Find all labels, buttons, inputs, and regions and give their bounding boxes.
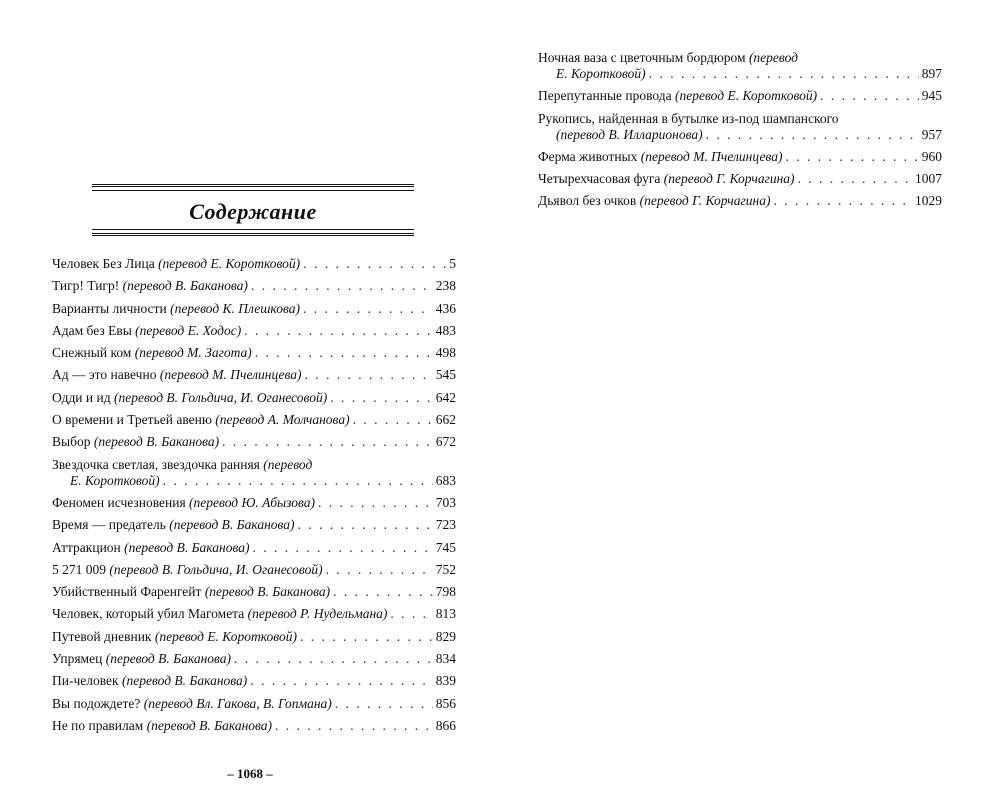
dot-leader (298, 517, 433, 533)
entry-title: Выбор (52, 434, 91, 450)
entry-page-number: 834 (435, 651, 456, 667)
toc-entry (52, 390, 456, 406)
entry-title: Одди и ид (52, 389, 111, 405)
entry-text (52, 562, 323, 578)
entry-title: Вы подождете? (52, 695, 141, 711)
entry-title: Упрямец (52, 651, 103, 667)
entry-title: Аттракцион (52, 539, 121, 555)
page-number-footer: – 1068 – (227, 766, 273, 781)
dot-leader (251, 278, 433, 294)
entry-page-number: 798 (435, 584, 456, 600)
dot-leader (326, 562, 433, 578)
toc-entry (52, 651, 456, 667)
dot-leader (318, 495, 433, 511)
entry-translator: (перевод Е. Коротковой) (154, 628, 297, 644)
entry-page-number: 866 (435, 717, 456, 733)
entry-text (52, 696, 332, 712)
dot-leader (163, 473, 433, 489)
entry-title: О времени и Третьей авеню (52, 412, 212, 428)
heading-rule-bottom (92, 229, 414, 230)
toc-entry-line (52, 606, 456, 622)
toc-entry-line (538, 149, 942, 165)
entry-page-number: 945 (921, 88, 942, 104)
entry-text (52, 606, 387, 622)
toc-entry (538, 88, 942, 104)
toc-entry (52, 696, 456, 712)
entry-title: Дьявол без очков (538, 193, 637, 209)
dot-leader (333, 584, 433, 600)
dot-leader (798, 171, 912, 187)
entry-translator: (перевод К. Плешкова) (170, 300, 300, 316)
toc-list-right (538, 50, 942, 216)
dot-leader (820, 88, 919, 104)
toc-entry (52, 629, 456, 645)
toc-entry-line (52, 256, 456, 272)
entry-page-number: 813 (435, 606, 456, 622)
dot-leader (649, 66, 919, 82)
entry-page-number: 957 (921, 126, 942, 142)
entry-title: Время — предатель (52, 517, 166, 533)
toc-entry-line (52, 278, 456, 294)
entry-page-number: 703 (435, 494, 456, 510)
entry-text (52, 540, 249, 556)
toc-entry-line (52, 517, 456, 533)
entry-translator: (перевод (263, 456, 313, 472)
toc-entry-line (538, 66, 942, 82)
entry-text (52, 651, 231, 667)
entry-title: Тигр! Тигр! (52, 278, 120, 294)
toc-entry-line (52, 696, 456, 712)
entry-page-number: 1029 (915, 193, 942, 209)
entry-text (538, 149, 782, 165)
entry-page-number: 545 (435, 367, 456, 383)
dot-leader (250, 673, 432, 689)
page-title: Содержание (189, 199, 317, 224)
entry-title: Ад — это навечно (52, 367, 157, 383)
entry-text (52, 517, 295, 533)
entry-translator: (перевод Е. Коротковой) (158, 256, 301, 271)
entry-title: Путевой дневник (52, 628, 152, 644)
entry-translator: (перевод В. Баканова) (93, 434, 220, 450)
entry-page-number: 829 (435, 628, 456, 644)
entry-translator: (перевод В. Гольдича, И. Оганесовой) (113, 389, 328, 405)
entry-translator: (перевод Е. Коротковой) (675, 88, 818, 104)
toc-entry-line (538, 111, 942, 127)
entry-text (52, 673, 247, 689)
dot-leader (303, 301, 433, 317)
toc-entry-line (52, 718, 456, 734)
entry-title: Феномен исчезновения (52, 494, 186, 510)
entry-translator-continued: Е. Коротковой) (70, 472, 160, 488)
entry-text (52, 323, 241, 339)
toc-entry-line (538, 171, 942, 187)
dot-leader (300, 629, 433, 645)
dot-leader (785, 149, 918, 165)
entry-title: Человек Без Лица (52, 256, 155, 271)
toc-entry (52, 434, 456, 450)
entry-translator: (перевод В. Баканова) (169, 517, 295, 533)
toc-entry (52, 517, 456, 533)
toc-entry (538, 193, 942, 209)
toc-entry (538, 149, 942, 165)
entry-page-number: 752 (435, 561, 456, 577)
entry-page-number: 723 (435, 517, 456, 533)
entry-translator: (перевод (748, 50, 799, 65)
toc-entry (52, 457, 456, 489)
entry-text (52, 256, 300, 272)
entry-title: Перепутанные провода (538, 88, 672, 104)
right-page (500, 0, 999, 800)
entry-text (52, 301, 300, 317)
entry-translator: (перевод Вл. Гакова, В. Гопмана) (143, 695, 332, 711)
entry-text (52, 434, 219, 450)
entry-page-number: 960 (921, 148, 942, 164)
dot-leader (222, 434, 433, 450)
toc-entry (52, 540, 456, 556)
entry-title: Ферма животных (538, 148, 638, 164)
heading-rule-top (92, 190, 414, 191)
entry-text (52, 629, 297, 645)
entry-translator: (перевод В. Гольдича, И. Оганесовой) (109, 561, 323, 577)
dot-leader (255, 345, 433, 361)
dot-leader (773, 193, 912, 209)
entry-translator-continued: (перевод В. Илларионова) (556, 126, 703, 142)
toc-entry (52, 495, 456, 511)
toc-entry-line (52, 584, 456, 600)
entry-title: Варианты личности (52, 300, 167, 316)
entry-page-number: 839 (435, 673, 456, 689)
toc-entry (52, 412, 456, 428)
toc-entry-line (52, 473, 456, 489)
entry-title: Снежный ком (52, 345, 132, 361)
entry-page-number: 1007 (915, 171, 942, 187)
toc-entry-line (52, 562, 456, 578)
dot-leader (390, 606, 432, 622)
entry-text (52, 278, 248, 294)
toc-entry-line (538, 50, 942, 66)
toc-entry-line (52, 323, 456, 339)
entry-translator-continued: Е. Коротковой) (556, 66, 646, 81)
toc-entry-line (52, 301, 456, 317)
entry-page-number: 5 (449, 256, 456, 271)
entry-page-number: 642 (435, 389, 456, 405)
entry-text (538, 88, 817, 104)
toc-entry-line (538, 127, 942, 143)
dot-leader (252, 540, 432, 556)
entry-title: Звездочка светлая, звездочка ранняя (52, 456, 260, 472)
dot-leader (275, 718, 433, 734)
entry-text (538, 193, 770, 209)
dot-leader (244, 323, 433, 339)
entry-text (52, 390, 327, 406)
entry-text (52, 345, 252, 361)
toc-entry-line (52, 345, 456, 361)
toc-entry (52, 718, 456, 734)
toc-entry (52, 673, 456, 689)
toc-entry (52, 256, 456, 272)
toc-entry-line (52, 629, 456, 645)
entry-text (52, 495, 315, 511)
entry-text (52, 718, 272, 734)
entry-translator: (перевод Г. Корчагина) (663, 171, 795, 187)
entry-translator: (перевод В. Баканова) (124, 539, 250, 555)
entry-title: Адам без Евы (52, 322, 132, 338)
entry-title: Четырехчасовая фуга (538, 171, 661, 187)
entry-page-number: 683 (435, 472, 456, 488)
entry-translator: (перевод В. Баканова) (146, 717, 273, 733)
heading-frame (92, 184, 414, 236)
entry-translator: (перевод Е. Ходос) (135, 322, 242, 338)
entry-translator: (перевод В. Баканова) (122, 278, 248, 294)
entry-translator: (перевод А. Молчанова) (215, 412, 350, 428)
toc-entry-line (52, 457, 456, 473)
toc-entry (52, 606, 456, 622)
entry-title: Убийственный Фаренгейт (52, 584, 202, 600)
entry-translator: (перевод В. Баканова) (105, 651, 232, 667)
entry-title: Ночная ваза с цветочным бордюром (538, 50, 746, 65)
entry-page-number: 662 (435, 412, 456, 428)
entry-translator: (перевод М. Загота) (134, 345, 252, 361)
toc-entry (52, 278, 456, 294)
entry-translator: (перевод В. Баканова) (121, 673, 248, 689)
entry-text (52, 367, 302, 383)
toc-entry (52, 367, 456, 383)
toc-entry-line (52, 412, 456, 428)
toc-entry-line (52, 651, 456, 667)
entry-page-number: 436 (435, 300, 456, 316)
toc-entry (52, 562, 456, 578)
entry-page-number: 745 (435, 539, 456, 555)
toc-entry (538, 111, 942, 143)
toc-entry (538, 171, 942, 187)
entry-translator: (перевод В. Баканова) (204, 584, 331, 600)
toc-entry-line (52, 367, 456, 383)
entry-translator: (перевод Ю. Абызова) (189, 494, 315, 510)
entry-translator: (перевод М. Пчелинцева) (159, 367, 302, 383)
entry-page-number: 856 (435, 695, 456, 711)
toc-entry-line (52, 673, 456, 689)
entry-text (538, 171, 795, 187)
entry-page-number: 897 (921, 66, 942, 81)
dot-leader (305, 367, 433, 383)
dot-leader (335, 696, 433, 712)
entry-translator: (перевод М. Пчелинцева) (640, 148, 783, 164)
toc-entry (538, 50, 942, 82)
toc-entry-line (52, 434, 456, 450)
toc-entry-line (52, 540, 456, 556)
dot-leader (706, 127, 919, 143)
toc-entry (52, 301, 456, 317)
toc-entry (52, 584, 456, 600)
toc-entry-line (538, 88, 942, 104)
entry-page-number: 498 (435, 345, 456, 361)
toc-entry (52, 345, 456, 361)
dot-leader (353, 412, 433, 428)
entry-translator: (перевод Г. Корчагина) (639, 193, 771, 209)
entry-translator: (перевод Р. Нудельмана) (247, 606, 388, 622)
dot-leader (234, 651, 433, 667)
entry-text (52, 584, 330, 600)
entry-text (52, 412, 350, 428)
toc-entry-line (538, 193, 942, 209)
dot-leader (330, 390, 433, 406)
entry-title: Рукопись, найденная в бутылке из-под шампанского (538, 110, 839, 126)
entry-title: Не по правилам (52, 717, 144, 733)
toc-list-left (52, 256, 456, 740)
entry-title: 5 271 009 (52, 561, 106, 577)
dot-leader (303, 256, 446, 272)
toc-entry-line (52, 495, 456, 511)
toc-entry-line (52, 390, 456, 406)
entry-page-number: 483 (435, 322, 456, 338)
entry-page-number: 238 (435, 278, 456, 294)
toc-entry (52, 323, 456, 339)
entry-page-number: 672 (435, 434, 456, 450)
entry-title: Человек, который убил Магомета (52, 606, 245, 622)
entry-title: Пи-человек (52, 673, 119, 689)
